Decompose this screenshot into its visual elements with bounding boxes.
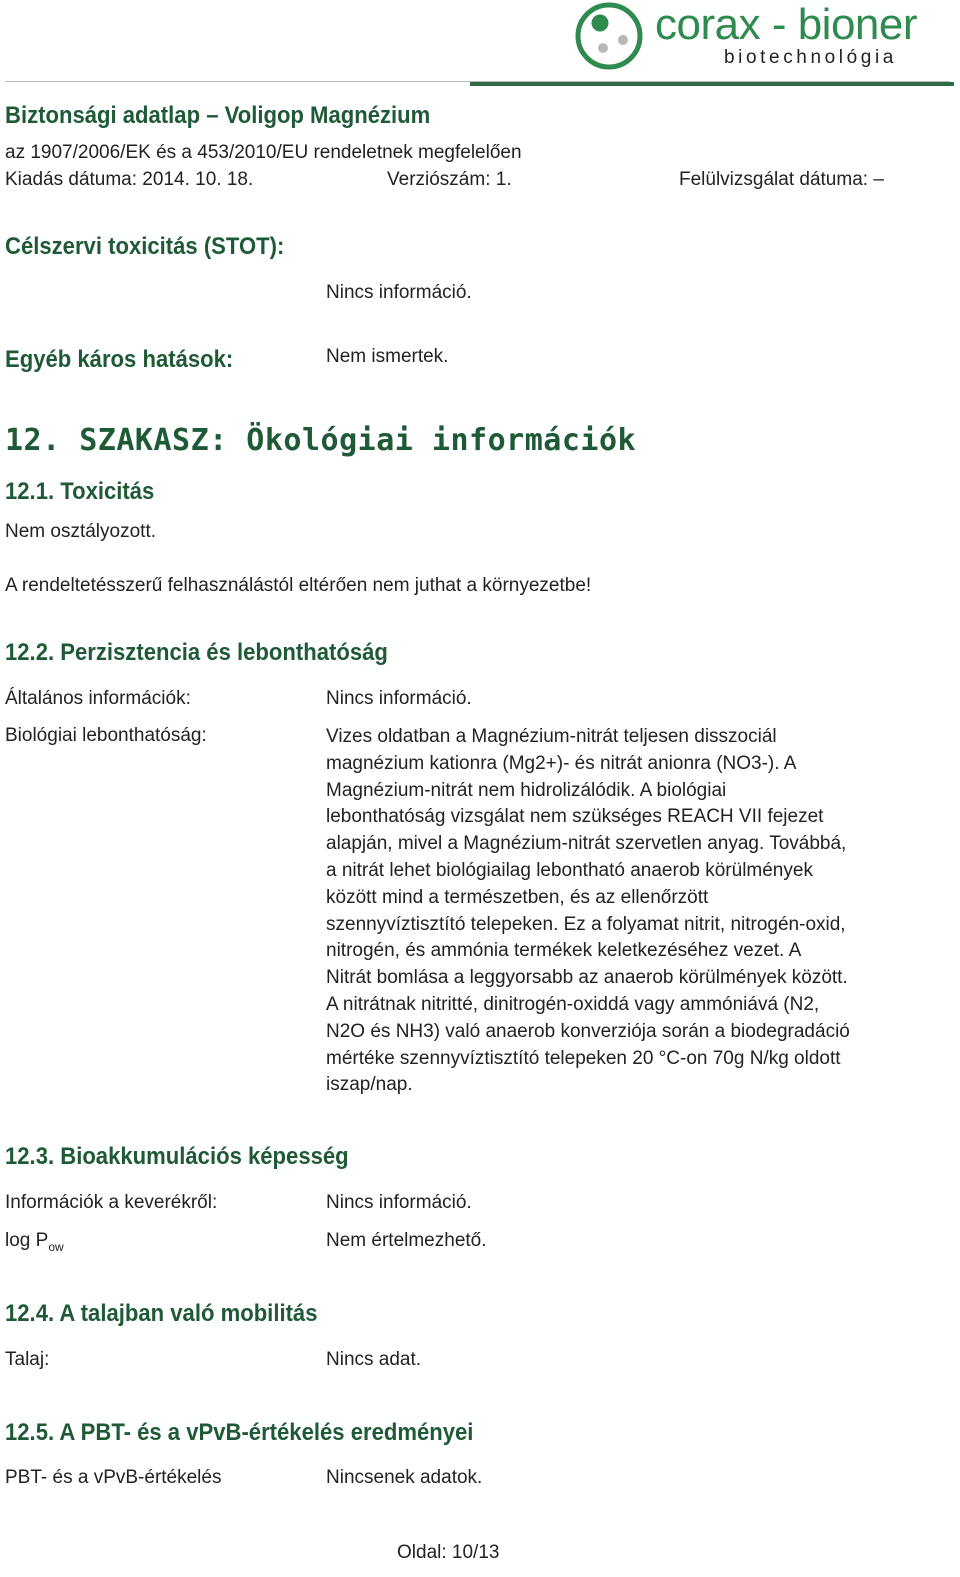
log-pow-text: log P xyxy=(5,1230,49,1251)
pbt-heading: 12.5. A PBT- és a vPvB-értékelés eredményei xyxy=(5,1419,474,1446)
biodegradability-line: Vizes oldatban a Magnézium-nitrát teljesen disszociál xyxy=(326,726,777,747)
biodegradability-line: szennyvíztisztító telepeken. Ez a folyamat nitrit, nitrogén-oxid, xyxy=(326,913,846,935)
section-12-title: 12. SZAKASZ: Ökológiai információk xyxy=(5,423,637,458)
page-number: Oldal: 10/13 xyxy=(397,1542,500,1563)
biodegradability-line: iszap/nap. xyxy=(326,1074,413,1096)
toxicity-classification: Nem osztályozott. xyxy=(5,521,156,542)
mixture-info-label: Információk a keverékről: xyxy=(5,1192,218,1213)
toxicity-warning: A rendeltetésszerű felhasználástól eltérően nem juthat a környezetbe! xyxy=(5,575,592,596)
bioaccumulation-heading: 12.3. Bioakkumulációs képesség xyxy=(5,1143,349,1170)
general-info-label: Általános információk: xyxy=(5,688,191,709)
regulation-line: az 1907/2006/EK és a 453/2010/EU rendeletnek megfelelően xyxy=(5,142,522,163)
pbt-value: Nincsenek adatok. xyxy=(326,1467,483,1488)
other-effects-heading: Egyéb káros hatások: xyxy=(5,346,234,373)
other-effects-value: Nem ismertek. xyxy=(326,346,449,367)
biodegradability-line: alapján, mivel a Magnézium-nitrát szervetlen anyag. Továbbá, xyxy=(326,833,847,855)
biodegradability-line: között mind a természetben, és az ellenőrzött xyxy=(326,886,709,908)
biodegradability-line: A nitrátnak nitritté, dinitrogén-oxiddá vagy ammóniává (N2, xyxy=(326,993,820,1015)
pbt-label: PBT- és a vPvB-értékelés xyxy=(5,1467,222,1488)
log-pow-label xyxy=(5,1229,64,1259)
mobility-heading: 12.4. A talajban való mobilitás xyxy=(5,1300,318,1327)
biodegradability-text xyxy=(326,724,921,1099)
logo-tagline: biotechnológia xyxy=(724,47,897,68)
stot-value: Nincs információ. xyxy=(326,282,472,303)
stot-heading: Célszervi toxicitás (STOT): xyxy=(5,233,285,260)
biodegradability-line: lebonthatóság vizsgálat nem szükséges REACH VII fejezet xyxy=(326,806,824,828)
corax-logo-icon xyxy=(575,2,643,70)
biodegradability-label: Biológiai lebonthatóság: xyxy=(5,725,207,746)
soil-value: Nincs adat. xyxy=(326,1349,422,1370)
biodegradability-line: Nitrát bomlása a leggyorsabb az anaerob körülmények között. xyxy=(326,967,848,989)
revision-date: Felülvizsgálat dátuma: – xyxy=(679,169,884,190)
general-info-value: Nincs információ. xyxy=(326,688,472,709)
biodegradability-line: nitrogén, és ammónia termékek keletkezéséhez vezet. A xyxy=(326,940,802,962)
mixture-info-value: Nincs információ. xyxy=(326,1192,472,1213)
persistence-heading: 12.2. Perzisztencia és lebonthatóság xyxy=(5,639,388,666)
biodegradability-line: a nitrát lehet biológiailag lebontható anaerob körülmények xyxy=(326,859,813,881)
biodegradability-line: N2O és NH3) való anaerob konverziója során a biodegradáció xyxy=(326,1020,850,1042)
log-pow-subscript: ow xyxy=(48,1239,64,1254)
log-pow-value: Nem értelmezhető. xyxy=(326,1230,487,1251)
logo-wordmark: corax - bioner xyxy=(655,0,918,49)
document-title: Biztonsági adatlap – Voligop Magnézium xyxy=(5,102,431,129)
toxicity-heading: 12.1. Toxicitás xyxy=(5,478,155,505)
biodegradability-line: magnézium kationra (Mg2+)- és nitrát anionra (NO3-). A xyxy=(326,752,797,774)
issue-date: Kiadás dátuma: 2014. 10. 18. xyxy=(5,169,254,190)
header-accent-bar xyxy=(470,82,954,86)
soil-label: Talaj: xyxy=(5,1349,50,1370)
version-number: Verziószám: 1. xyxy=(387,169,512,190)
biodegradability-line: Magnézium-nitrát nem hidrolizálódik. A biológiai xyxy=(326,779,727,801)
biodegradability-line: mértéke szennyvíztisztító telepeken 20 °C-on 70g N/kg oldott xyxy=(326,1047,841,1069)
